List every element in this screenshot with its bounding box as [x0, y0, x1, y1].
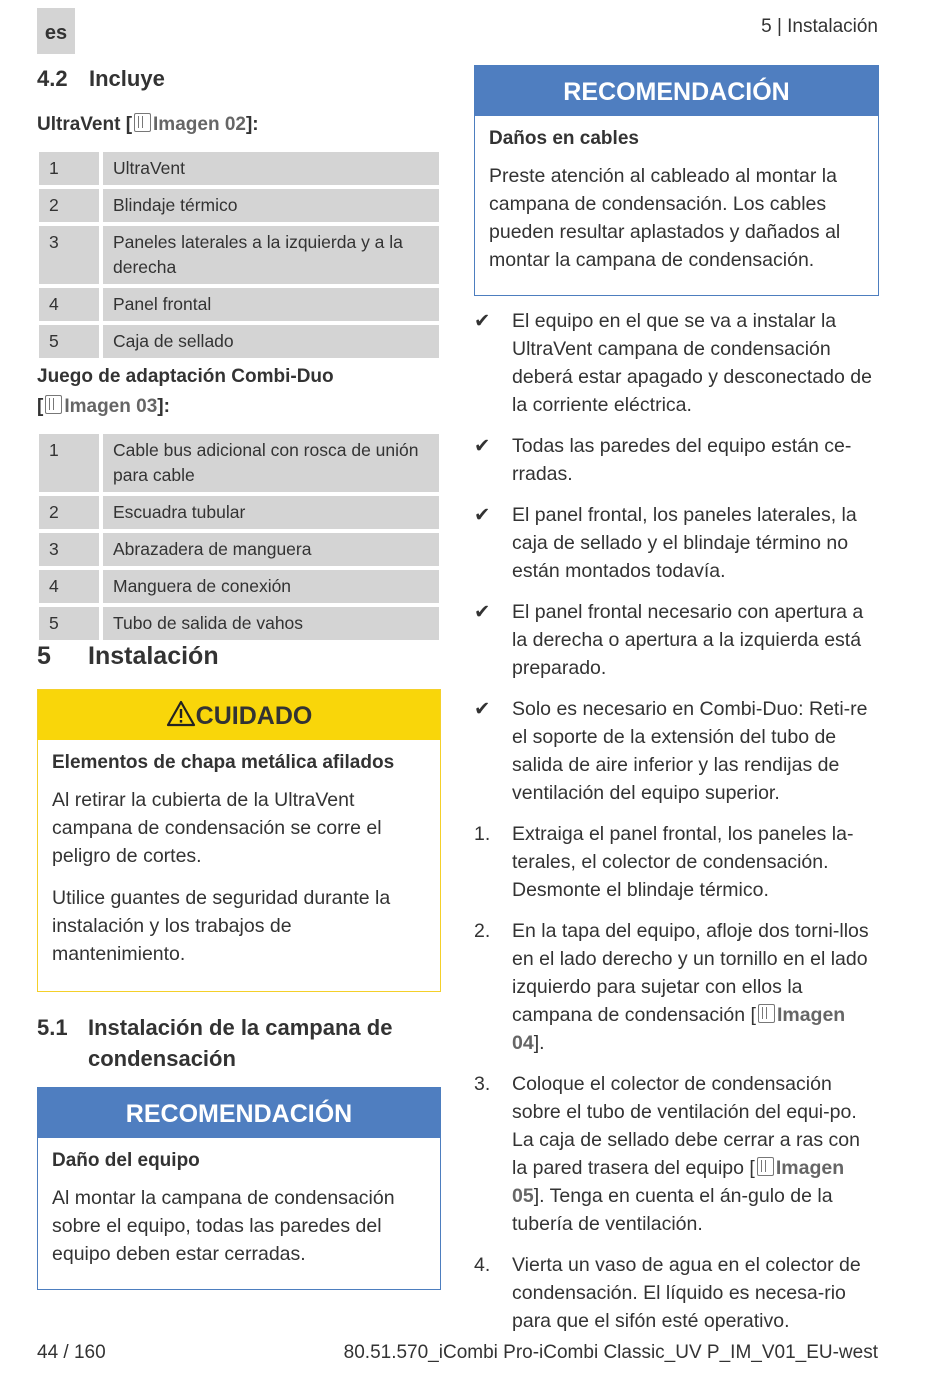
prerequisites-list	[474, 307, 879, 1348]
header-section-title: 5 | Instalación	[761, 16, 878, 37]
table-row	[39, 496, 439, 529]
row-number: 1	[39, 434, 99, 492]
row-number: 3	[39, 533, 99, 566]
step-number: 3.	[474, 1073, 491, 1095]
row-text: Caja de sellado	[103, 325, 439, 358]
figure-reference-link[interactable]: Imagen 05	[512, 1157, 845, 1207]
subheading-close: ]:	[245, 114, 259, 135]
row-text: Cable bus adicional con rosca de unión para cable	[103, 434, 439, 492]
section-title: Instalación de la campana de condensación	[88, 1015, 393, 1071]
step-item	[474, 1070, 879, 1238]
recommendation-body	[38, 1138, 440, 1292]
caution-paragraph: Utilice guantes de seguridad durante la instalación y los trabajos de mantenimiento.	[52, 887, 391, 965]
list-item	[474, 695, 879, 807]
recommendation-title: Daño del equipo	[52, 1150, 200, 1171]
row-text: UltraVent	[103, 152, 439, 185]
recommendation-body	[475, 116, 878, 298]
combi-duo-subheading	[37, 362, 437, 422]
table-row	[39, 152, 439, 185]
caution-title: Elementos de chapa metálica afilados	[52, 752, 395, 773]
row-number: 2	[39, 189, 99, 222]
caution-box	[37, 689, 441, 992]
list-item	[474, 432, 879, 488]
table-row	[39, 533, 439, 566]
row-text: Manguera de conexión	[103, 570, 439, 603]
figure-icon	[758, 1004, 775, 1023]
row-text: Escuadra tubular	[103, 496, 439, 529]
list-item-text: El equipo en el que se va a instalar la UltraVent campana de condensación deberá estar apagado y desconectado de la corriente eléctrica.	[512, 310, 872, 416]
parts-table-combi-duo	[35, 430, 443, 644]
row-number: 4	[39, 288, 99, 321]
table-row	[39, 607, 439, 640]
row-text: Paneles laterales a la izquierda y a la derecha	[103, 226, 439, 284]
check-icon: ✔	[474, 601, 491, 623]
list-item	[474, 501, 879, 585]
section-5-1-heading	[37, 1012, 437, 1074]
table-row	[39, 434, 439, 492]
row-number: 1	[39, 152, 99, 185]
figure-reference-link[interactable]: Imagen 03	[64, 396, 158, 417]
caution-body	[38, 740, 440, 992]
check-icon: ✔	[474, 310, 491, 332]
recommendation-title: Daños en cables	[489, 128, 639, 149]
figure-icon	[757, 1157, 774, 1176]
step-text-after: ].	[533, 1032, 545, 1054]
section-number: 5	[37, 642, 51, 670]
caution-label: CUIDADO	[195, 702, 313, 730]
subheading-label: Juego de adaptación Combi-Duo	[37, 366, 334, 387]
figure-reference-link[interactable]: Imagen 04	[512, 1004, 846, 1054]
row-text: Tubo de salida de vahos	[103, 607, 439, 640]
section-number: 5.1	[37, 1015, 68, 1040]
recommendation-box-equipment	[37, 1087, 441, 1290]
table-row	[39, 189, 439, 222]
step-ref-open: [	[749, 1157, 755, 1179]
step-text-after: ]. Tenga en cuenta el án-gulo de la tubería de ventilación.	[512, 1185, 833, 1235]
list-item-text: El panel frontal necesario con apertura a la derecha o apertura a la izquierda está preparado.	[512, 601, 864, 679]
subheading-open: [	[37, 396, 44, 417]
step-text: Vierta un vaso de agua en el colector de condensación. El líquido es necesa-rio para que el sifón esté operativo.	[512, 1254, 861, 1332]
step-item	[474, 820, 879, 904]
row-number: 5	[39, 325, 99, 358]
step-item	[474, 917, 879, 1057]
step-number: 4.	[474, 1254, 491, 1276]
language-badge: es	[37, 8, 75, 54]
list-item-text: El panel frontal, los paneles laterales, la caja de sellado y el blindaje término no están montados todavía.	[512, 504, 857, 582]
table-row	[39, 570, 439, 603]
step-number: 1.	[474, 823, 491, 845]
step-item	[474, 1251, 879, 1335]
recommendation-header: RECOMENDACIÓN	[475, 66, 878, 116]
document-id: 80.51.570_iCombi Pro-iCombi Classic_UV P_IM_V01_EU-west	[343, 1342, 878, 1363]
section-title: Incluye	[89, 66, 165, 91]
recommendation-paragraph: Al montar la campana de condensación sobre el equipo, todas las paredes del equipo deben estar cerradas.	[52, 1187, 395, 1265]
figure-icon	[134, 113, 151, 132]
row-number: 3	[39, 226, 99, 284]
recommendation-header: RECOMENDACIÓN	[38, 1088, 440, 1138]
table-row	[39, 325, 439, 358]
row-text: Blindaje térmico	[103, 189, 439, 222]
section-5-heading	[37, 642, 219, 671]
list-item	[474, 598, 879, 682]
table-row	[39, 226, 439, 284]
step-number: 2.	[474, 920, 491, 942]
step-text: Coloque el colector de condensación sobre el tubo de ventilación del equi-po. La caja de sellado debe cerrar a ras con la pared trasera del equipo	[512, 1073, 860, 1179]
section-4-2-heading	[37, 66, 165, 92]
row-number: 4	[39, 570, 99, 603]
check-icon: ✔	[474, 504, 491, 526]
check-icon: ✔	[474, 698, 491, 720]
page-number: 44 / 160	[37, 1342, 106, 1363]
subheading-close: ]:	[157, 396, 170, 417]
section-number: 4.2	[37, 66, 68, 91]
recommendation-box-cables	[474, 65, 879, 296]
row-number: 5	[39, 607, 99, 640]
caution-paragraph: Al retirar la cubierta de la UltraVent campana de condensación se corre el peligro de cortes.	[52, 789, 382, 867]
figure-reference-link[interactable]: Imagen 02	[153, 114, 246, 135]
step-ref-open: [	[750, 1004, 756, 1026]
row-number: 2	[39, 496, 99, 529]
subheading-label: UltraVent [	[37, 114, 133, 135]
section-title: Instalación	[88, 642, 219, 670]
list-item-text: Todas las paredes del equipo están ce-rradas.	[512, 435, 852, 485]
list-item	[474, 307, 879, 419]
recommendation-paragraph: Preste atención al cableado al montar la campana de condensación. Los cables pueden resultar aplastados y dañados al montar la campana de condensación.	[489, 165, 841, 271]
list-item-text: Solo es necesario en Combi-Duo: Reti-re el soporte de la extensión del tubo de salida de aire inferior y las rendijas de ventilación del equipo superior.	[512, 698, 868, 804]
warning-icon	[166, 700, 196, 727]
caution-header	[38, 690, 440, 740]
parts-table-ultravent	[35, 148, 443, 362]
table-row	[39, 288, 439, 321]
step-text: En la tapa del equipo, afloje dos torni-llos en el lado derecho y un tornillo en el lado izquierdo para sujetar con ellos la campana de condensación	[512, 920, 869, 1026]
row-text: Abrazadera de manguera	[103, 533, 439, 566]
check-icon: ✔	[474, 435, 491, 457]
ultravent-subheading	[37, 110, 259, 140]
figure-icon	[45, 395, 62, 414]
step-text: Extraiga el panel frontal, los paneles la-terales, el colector de condensación. Desmonte el blindaje térmico.	[512, 823, 854, 901]
row-text: Panel frontal	[103, 288, 439, 321]
